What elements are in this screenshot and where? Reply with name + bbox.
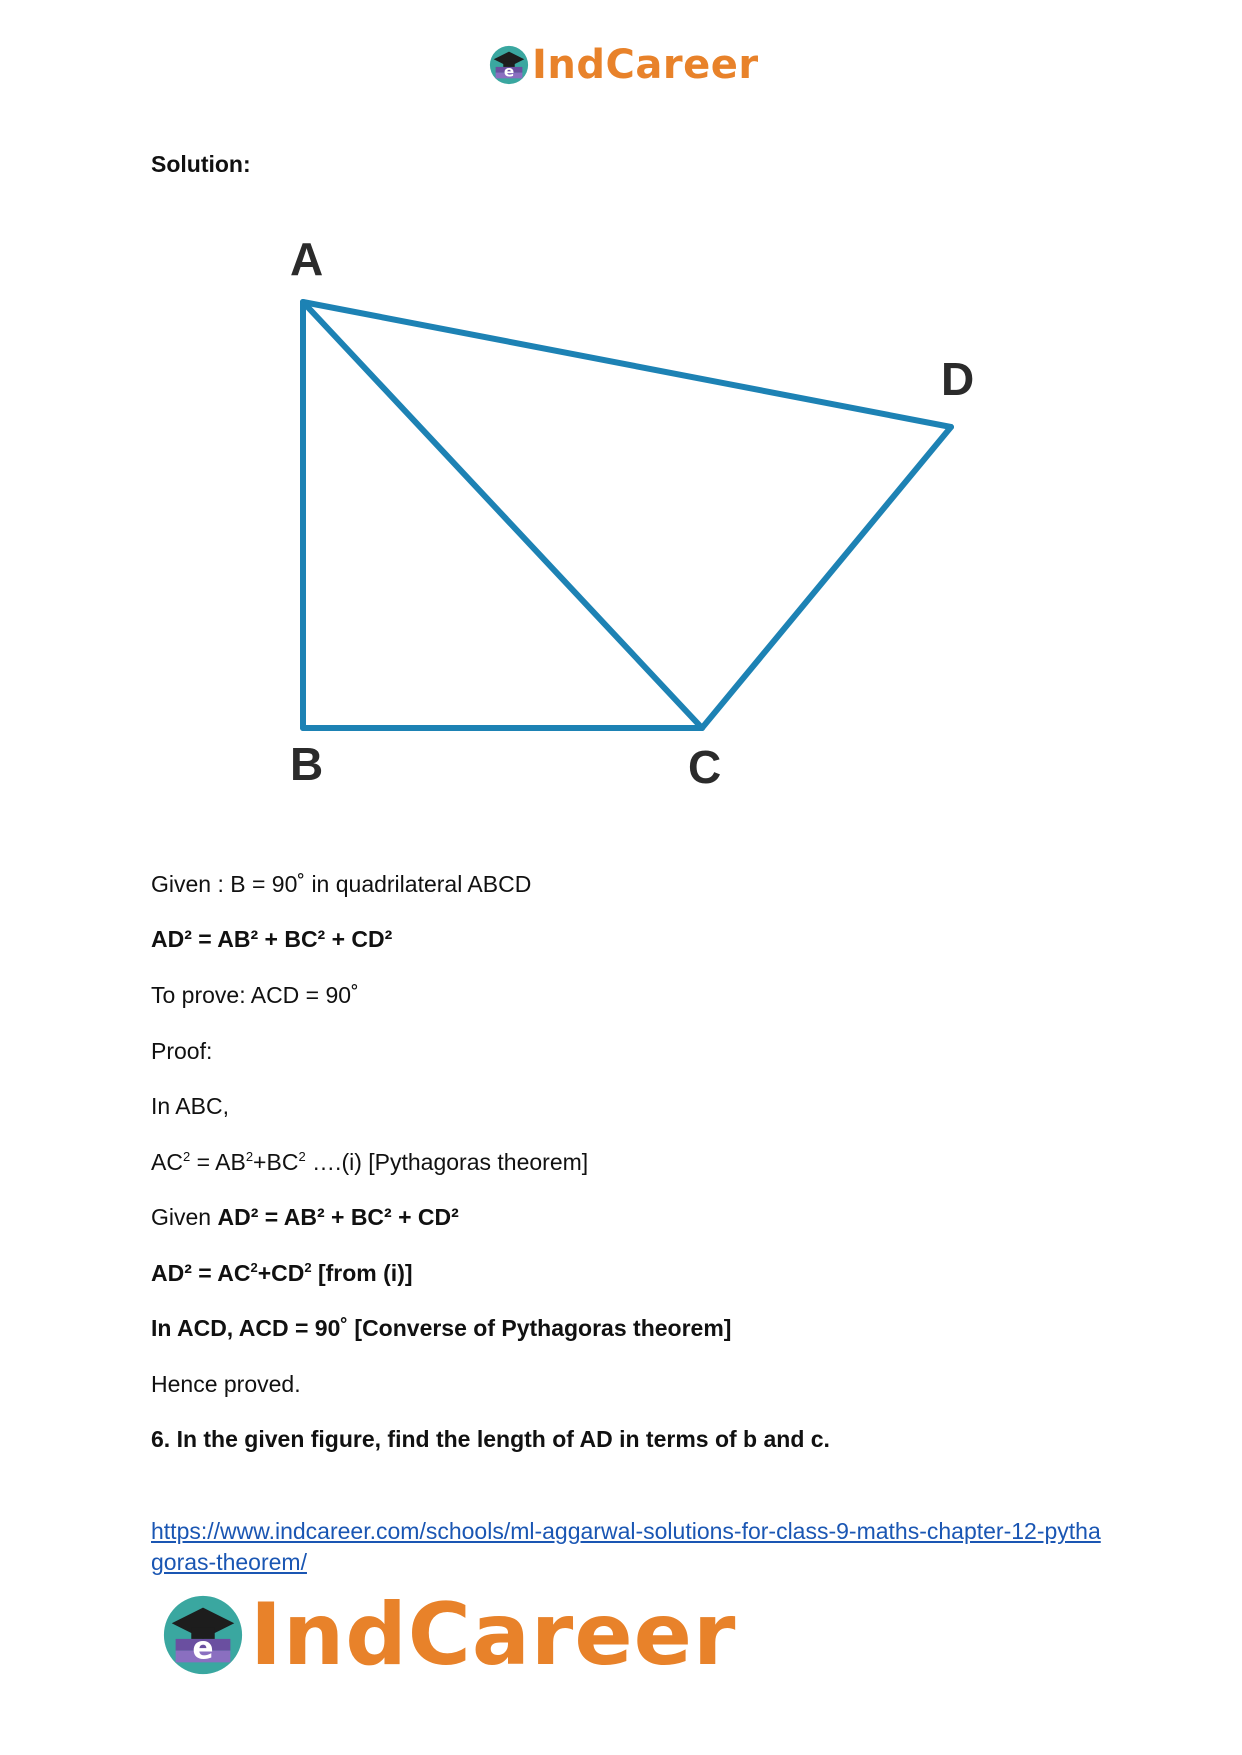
brand-name: IndCareer (532, 42, 759, 88)
quadrilateral-diagram (260, 235, 1000, 795)
in-abc-line: In ABC, (151, 1093, 229, 1119)
side-cd (702, 427, 951, 728)
proof-label: Proof: (151, 1038, 213, 1064)
conclusion-line: In ACD, ACD = 90˚ [Converse of Pythagoras theorem] (151, 1315, 732, 1341)
ac-equation: $AC^2 = AB^2+BC^2$ ….(i) [Pythagoras theorem] (151, 1149, 589, 1175)
diagram-lines (303, 302, 951, 728)
vertex-label-c: C (688, 741, 722, 793)
ad-equation: $AD^2 = AC^2+CD^2$ [from (i)] (151, 1260, 413, 1286)
graduation-book-icon (160, 1592, 246, 1678)
svg-text:e: e (503, 62, 515, 81)
indcareer-logo-top (488, 42, 759, 88)
graduation-book-icon (488, 44, 530, 86)
given-statement: Given : B = 90˚ in quadrilateral ABCD (151, 871, 532, 897)
to-prove-statement: To prove: ACD = 90˚ (151, 982, 359, 1008)
source-link[interactable]: https://www.indcareer.com/schools/ml-aggarwal-solutions-for-class-9-maths-chapter-12-pythagoras-theorem/ (151, 1518, 1101, 1575)
given-equation: AD² = AB² + BC² + CD² (151, 926, 393, 952)
indcareer-logo-bottom (160, 1585, 736, 1685)
vertex-label-d: D (941, 353, 975, 405)
svg-text:e: e (192, 1630, 214, 1667)
question-6: 6. In the given figure, find the length of AD in terms of b and c. (151, 1426, 830, 1452)
given-restated: Given AD² = AB² + BC² + CD² (151, 1204, 459, 1230)
vertex-label-b: B (290, 738, 324, 790)
brand-name: IndCareer (250, 1585, 737, 1685)
solution-heading: Solution: (151, 151, 251, 177)
vertex-label-a: A (290, 235, 324, 285)
hence-proved: Hence proved. (151, 1371, 301, 1397)
